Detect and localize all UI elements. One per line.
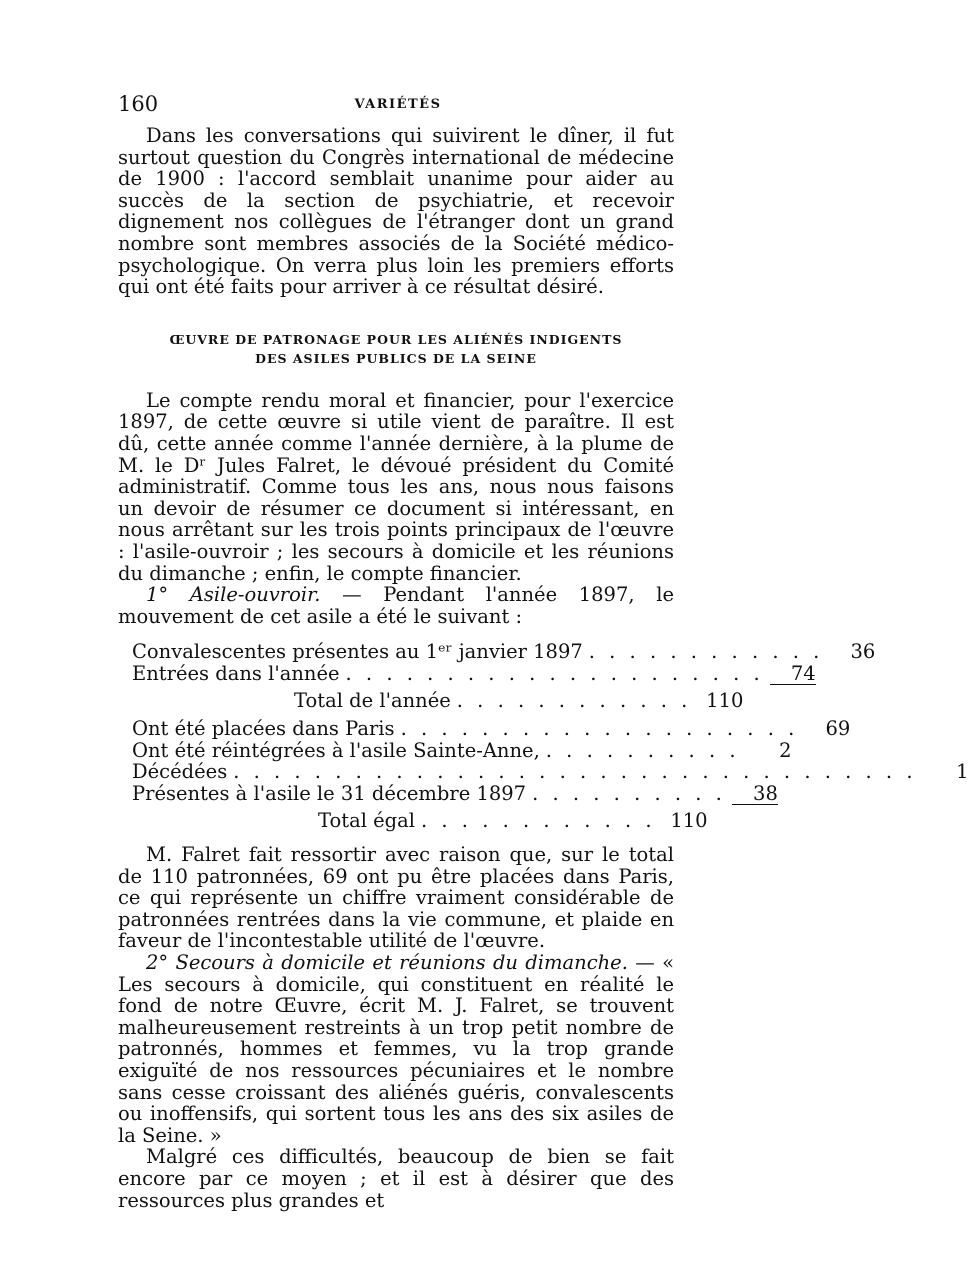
running-head: VARIÉTÉS (354, 97, 442, 112)
leader-dots: . . . . . . . . . . . . (421, 809, 656, 833)
secours-text: — « Les secours à domicile, qui constituent en réalité le fond de notre Œuvre, écrit M. J. Falret, se trouvent malheureusement restreints à un trop petit nombre de patronnés, hommes et femmes, vu la trop grande exiguïté de nos ressources pécuniaires et le nombre sans cesse croissant des aliénés guéris, convalescents ou inoffensifs, qui sortent tous les ans des six asiles de la Seine. » (118, 951, 674, 1147)
table-row (118, 781, 778, 805)
section-heading (118, 330, 674, 368)
table-row-total (118, 809, 708, 833)
secours-lead: 2° Secours à domicile et réunions du dimanche. (146, 951, 628, 974)
table-row (118, 738, 792, 762)
row-label: Présentes à l'asile le 31 décembre 1897 (132, 781, 527, 805)
leader-dots: . . . . . . . . . . . . (456, 689, 692, 713)
table-row (118, 760, 969, 784)
paragraph-asile-ouvroir (118, 584, 674, 627)
paragraph-falret: M. Falret fait ressortir avec raison que, sur le total de 110 patronnées, 69 ont pu être placées dans Paris, ce qui représente un chiffre vraiment considérable de patronnées rentrées dans la vie commune, et plaide en faveur de l'incontestable utilité de l'œuvre. (118, 843, 674, 953)
leader-dots: . . . . . . . . . . (532, 781, 726, 805)
row-label: Total égal (318, 809, 416, 833)
row-label: Convalescentes présentes au 1ᵉʳ janvier 1897 (132, 640, 583, 664)
asile-ouvroir-lead: 1° Asile-ouvroir. (146, 583, 321, 607)
row-label: Décédées (132, 760, 228, 784)
row-label: Ont été placées dans Paris (132, 717, 395, 741)
row-value: 36 (850, 640, 876, 664)
section-heading-line-1: ŒUVRE DE PATRONAGE POUR LES ALIÉNÉS INDIGENTS (169, 331, 623, 347)
row-value: 69 (825, 717, 851, 741)
page-number: 160 (118, 92, 159, 116)
section-heading-line-2: DES ASILES PUBLICS DE LA SEINE (255, 350, 537, 366)
table-row (118, 661, 816, 685)
page-header (118, 92, 678, 120)
page-body (118, 124, 969, 1212)
row-value: 2 (779, 738, 792, 762)
table-row (118, 717, 851, 741)
leader-dots: . . . . . . . . . . . . . . . . . . . . (400, 717, 799, 741)
row-value: 74 (770, 663, 816, 686)
leader-dots: . . . . . . . . . . (545, 738, 740, 762)
row-label: Ont été réintégrées à l'asile Sainte-Anne, (132, 738, 540, 762)
row-value: 110 (670, 809, 708, 833)
table-row-total (118, 689, 744, 713)
leader-dots: . . . . . . . . . . . . . . . . . . . . . (345, 661, 764, 685)
row-value: 1 (956, 760, 969, 784)
leader-dots: . . . . . . . . . . . . . . . . . . . . . . . . . . . . . . . . . . (233, 760, 917, 784)
row-value: 110 (706, 689, 744, 713)
row-label: Total de l'année (294, 689, 451, 713)
asile-ouvroir-text: — Pendant l'année 1897, le mouvement de cet asile a été le suivant : (118, 583, 674, 628)
leader-dots: . . . . . . . . . . . . (588, 640, 824, 664)
paragraph-secours (118, 952, 674, 1146)
table-row (118, 640, 876, 664)
movement-table (118, 640, 969, 833)
paragraph-report: Le compte rendu moral et financier, pour l'exercice 1897, de cette œuvre si utile vient de paraître. Il est dû, cette année comme l'année dernière, à la plume de M. le Dʳ Jules Falret, le dévoué président du Comité administratif. Comme tous les ans, nous nous faisons un devoir de résumer ce document si intéressant, en nous arrêtant sur les trois points principaux de l'œuvre : l'asile-ouvroir ; les secours à domicile et les réunions du dimanche ; enfin, le compte financier. (118, 388, 674, 585)
row-label: Entrées dans l'année (132, 661, 340, 685)
row-value: 38 (732, 783, 778, 806)
paragraph-difficultes: Malgré ces difficultés, beaucoup de bien se fait encore par ce moyen ; et il est à désirer que des ressources plus grandes et (118, 1145, 674, 1212)
paragraph-congress: Dans les conversations qui suivirent le dîner, il fut surtout question du Congrès international de médecine de 1900 : l'accord semblait unanime pour aider au succès de la section de psychiatrie, et recevoir dignement nos collègues de l'étranger dont un grand nombre sont membres associés de la Société médico-psychologique. On verra plus loin les premiers efforts qui ont été faits pour arriver à ce résultat désiré. (118, 124, 674, 299)
